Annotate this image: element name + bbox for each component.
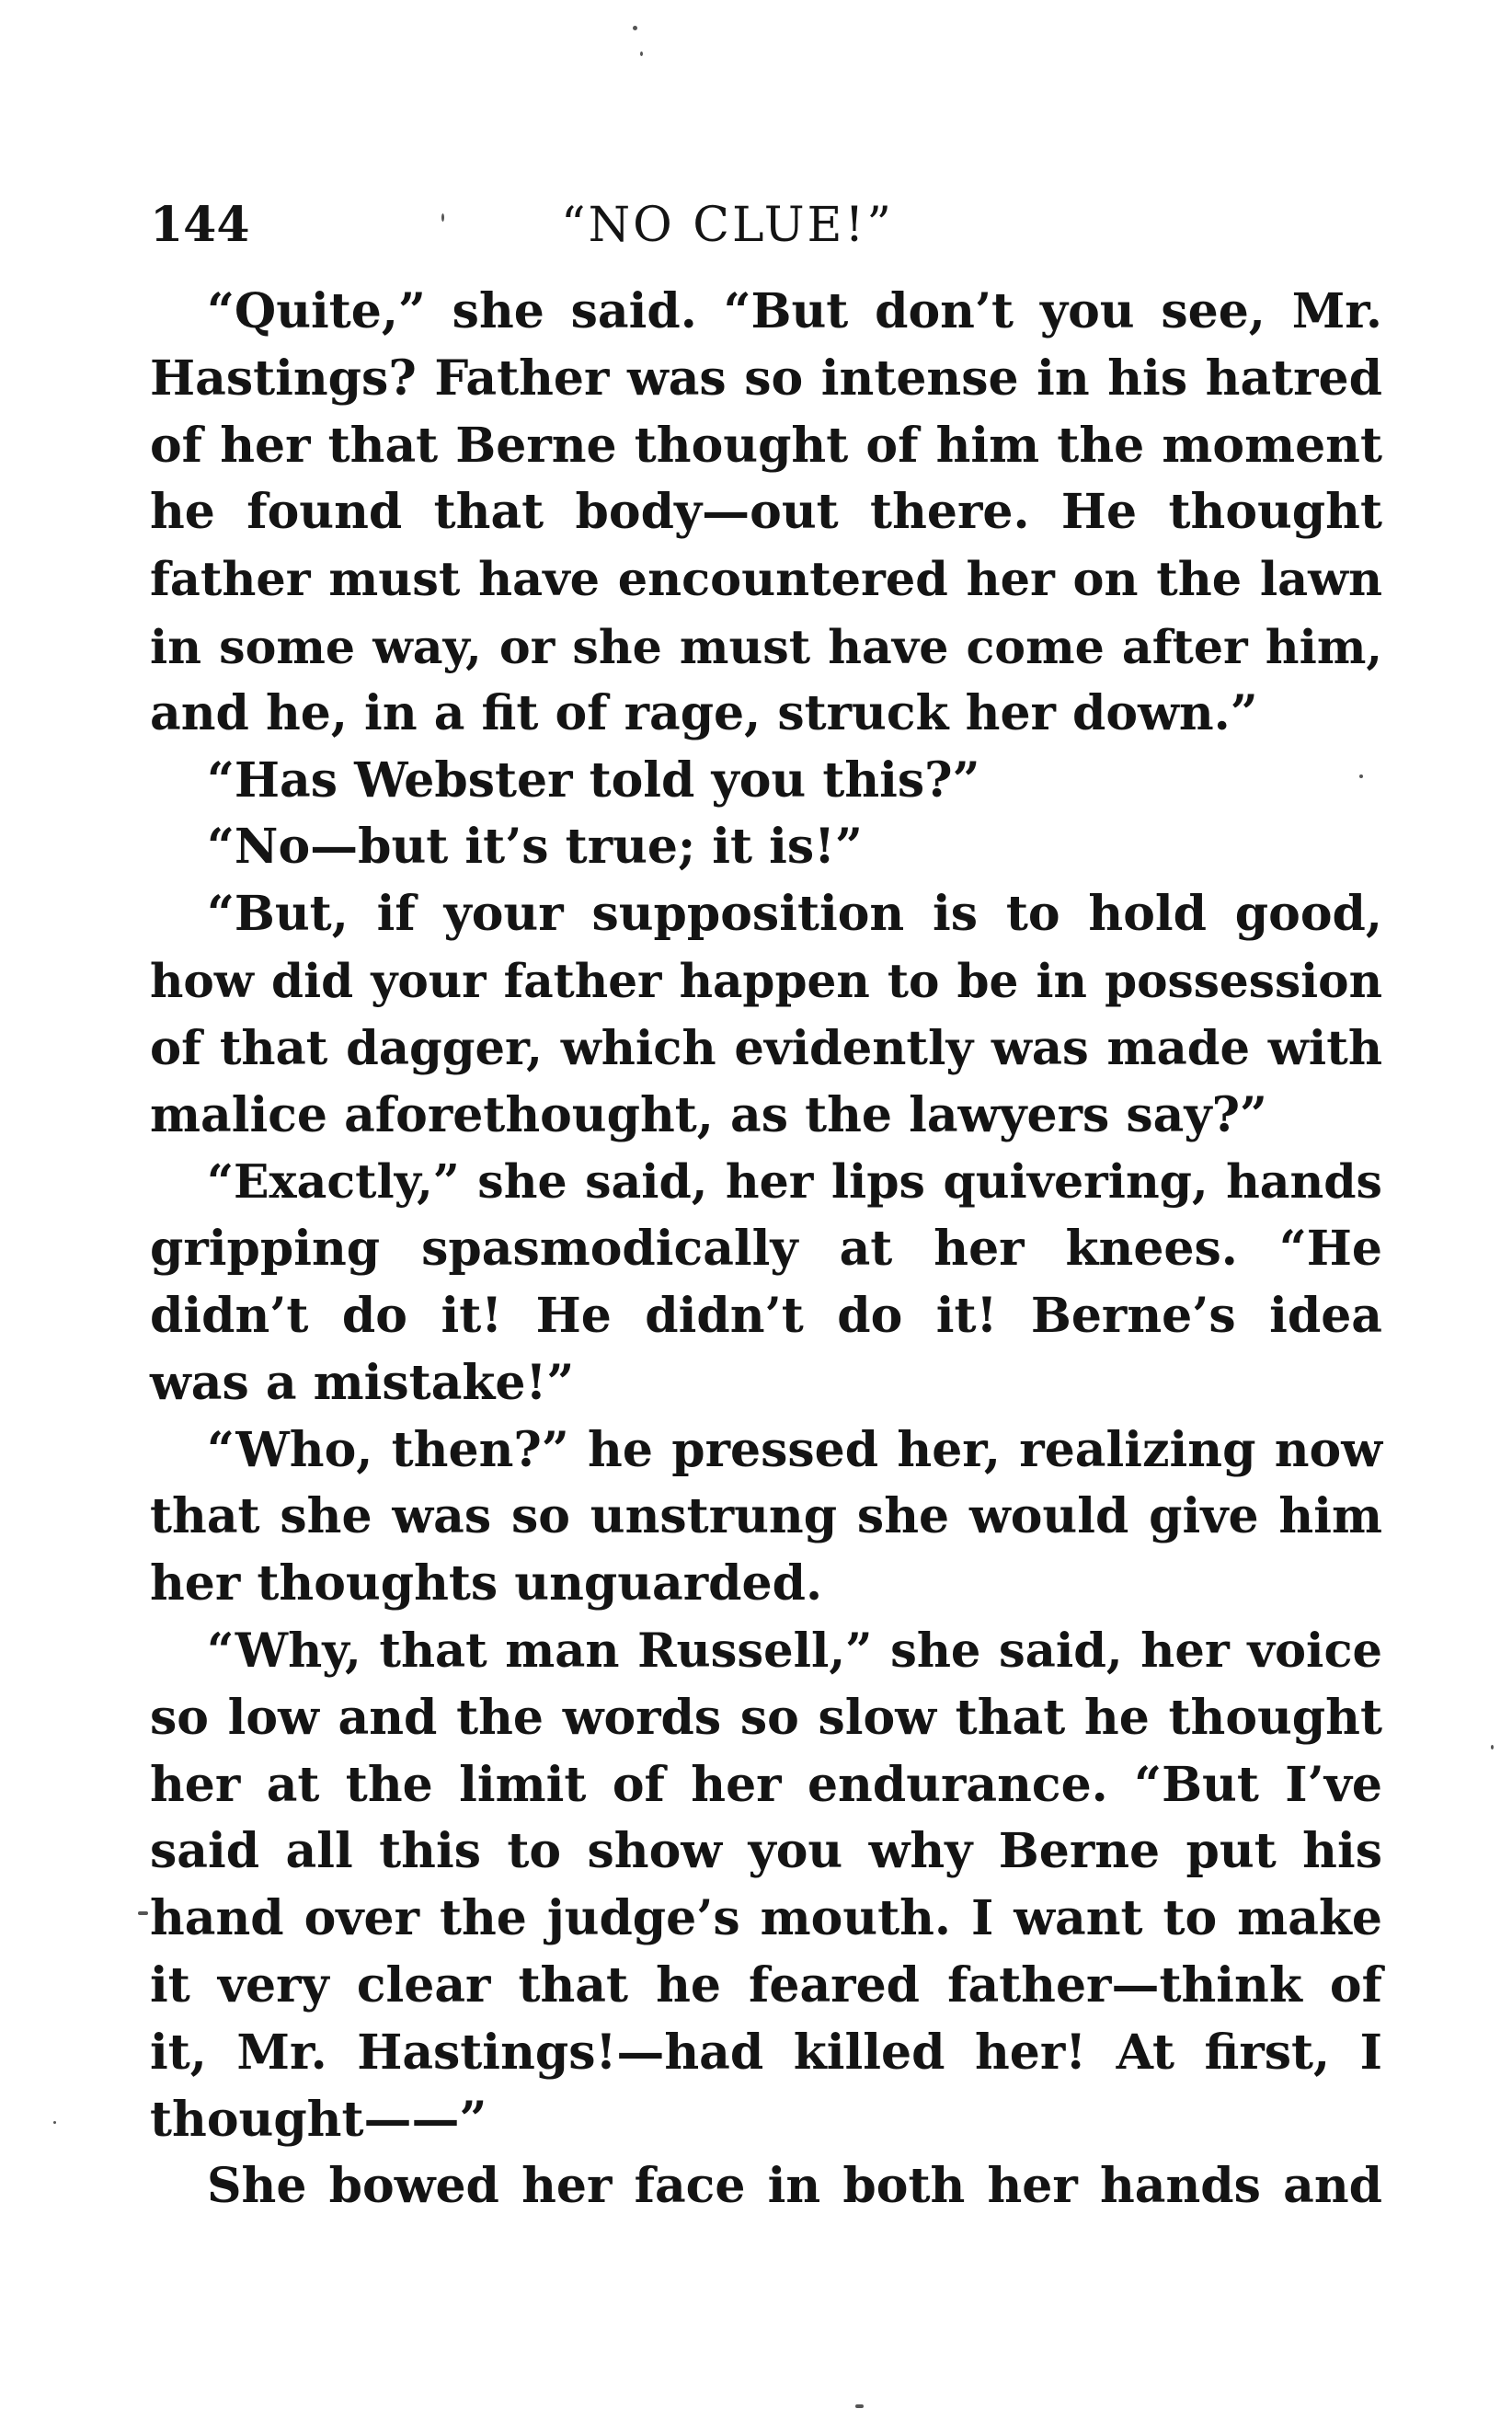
- print-speck: [138, 1911, 148, 1915]
- text-line: how did your father happen to be in possession: [150, 953, 1382, 1008]
- text-line: “Why, that man Russell,” she said, her voice: [207, 1623, 1382, 1679]
- text-line: and he, in a fit of rage, struck her down.”: [150, 684, 1258, 741]
- text-line: She bowed her face in both her hands and: [207, 2158, 1382, 2215]
- text-line: her thoughts unguarded.: [150, 1555, 823, 1612]
- text-line: her at the limit of her endurance. “But I’ve: [150, 1756, 1382, 1813]
- print-speck: [633, 26, 637, 30]
- text-line: thought——”: [150, 2091, 487, 2148]
- text-line: “No—but it’s true; it is!”: [207, 819, 863, 876]
- text-line: gripping spasmodically at her knees. “He: [150, 1221, 1382, 1278]
- text-line: “Who, then?” he pressed her, realizing now: [207, 1421, 1382, 1478]
- print-speck: [441, 213, 444, 222]
- text-line: father must have encountered her on the lawn: [150, 552, 1382, 608]
- print-speck: [640, 52, 643, 56]
- text-line: hand over the judge’s mouth. I want to make: [150, 1890, 1382, 1947]
- text-line: said all this to show you why Berne put his: [150, 1823, 1382, 1880]
- text-line: in some way, or she must have come after him,: [150, 618, 1382, 674]
- text-line: “But, if your supposition is to hold good,: [207, 886, 1382, 943]
- text-line: of her that Berne thought of him the moment: [150, 417, 1382, 474]
- text-line: malice aforethought, as the lawyers say?”: [150, 1086, 1267, 1143]
- text-line: Hastings? Father was so intense in his hatred: [150, 350, 1382, 407]
- text-line: “Quite,” she said. “But don’t you see, Mr.: [207, 283, 1382, 339]
- print-speck: [855, 2404, 864, 2408]
- text-line: “Exactly,” she said, her lips quivering, hands: [207, 1154, 1382, 1210]
- print-speck: [1491, 1745, 1494, 1749]
- print-speck: [1359, 774, 1363, 778]
- body-text: [150, 279, 1382, 2220]
- running-title: “NO CLUE!”: [561, 198, 894, 253]
- text-line: he found that body—out there. He thought: [150, 484, 1382, 541]
- page-number: 144: [150, 197, 250, 253]
- text-line: that she was so unstrung she would give him: [150, 1488, 1382, 1545]
- print-speck: [53, 2121, 56, 2124]
- text-line: “Has Webster told you this?”: [207, 751, 980, 809]
- running-head: [150, 189, 1382, 262]
- text-line: didn’t do it! He didn’t do it! Berne’s idea: [150, 1287, 1382, 1344]
- text-line: it very clear that he feared father—think of: [150, 1956, 1382, 2013]
- text-line: of that dagger, which evidently was made with: [150, 1020, 1382, 1076]
- text-line: it, Mr. Hastings!—had killed her! At first, I: [150, 2024, 1382, 2081]
- text-line: was a mistake!”: [150, 1354, 575, 1411]
- text-line: so low and the words so slow that he thought: [150, 1689, 1382, 1746]
